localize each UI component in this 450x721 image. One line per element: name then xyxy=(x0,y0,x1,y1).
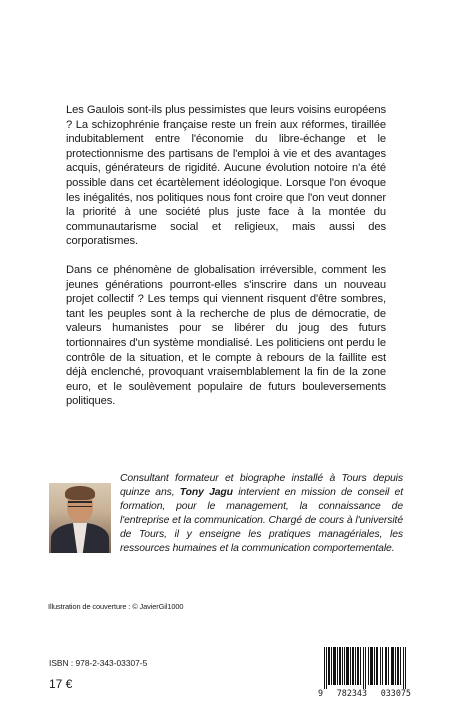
barcode-digits-left: 782343 xyxy=(336,688,368,698)
illustration-credit: Illustration de couverture : © JavierGil1000 xyxy=(48,602,184,611)
price: 17 € xyxy=(49,677,73,691)
summary-paragraph-2: Dans ce phénomène de globalisation irréversible, comment les jeunes générations pourront-elles s'inscrire dans un nouveau projet collectif ? Les temps qui viennent risquent d'être sombres, tant les peuples sont à la recherche de plus de démocratie, de valeurs humanistes pour se libérer du joug des futurs tortionnaires d'un système mondialisé. Les politiciens ont perdu le contrôle de la situation, et le compte à rebours de la faillite est déjà enclenché, provoquant vraisemblablement la fin de la zone euro, et le soulèvement populaire de futurs bouleversements politiques. xyxy=(66,263,386,408)
summary-paragraph-1: Les Gaulois sont-ils plus pessimistes que leurs voisins européens ? La schizophrénie française reste un frein aux réformes, tiraillée indubitablement entre l'économie du libre-échange et le protectionnisme des partisans de l'emploi à vie et des avantages acquis, générateurs de rigidité. Aucune évolution notoire n'a été possible dans cet écartèlement idéologique. Lorsque l'on évoque les inégalités, nos politiques nous font croire que l'on veut donner la priorité à une société plus juste face à la montée du communautarisme social et religieux, mais aussi des corporatismes. xyxy=(66,104,386,248)
barcode-digits xyxy=(318,688,411,698)
isbn: ISBN : 978-2-343-03307-5 xyxy=(49,658,148,668)
summary-text xyxy=(66,103,386,409)
author-bio-rest: intervient en mission de conseil et formation, pour le management, la connaissance de l'entreprise et la communication. Chargé de cours à l'université de Tours, il y enseigne les pratiques managériales, les ressources humaines et la communication comportementale. xyxy=(120,487,403,554)
author-bio xyxy=(120,472,403,556)
barcode-digit-lead: 9 xyxy=(318,688,324,698)
barcode xyxy=(318,647,411,699)
barcode-bars xyxy=(318,647,411,689)
author-bio-intro: Consultant formateur et biographe installé à Tours depuis quinze ans, xyxy=(120,473,403,498)
author-photo xyxy=(49,483,111,553)
author-name: Tony Jagu xyxy=(179,487,233,498)
barcode-digits-right: 033075 xyxy=(380,688,411,698)
